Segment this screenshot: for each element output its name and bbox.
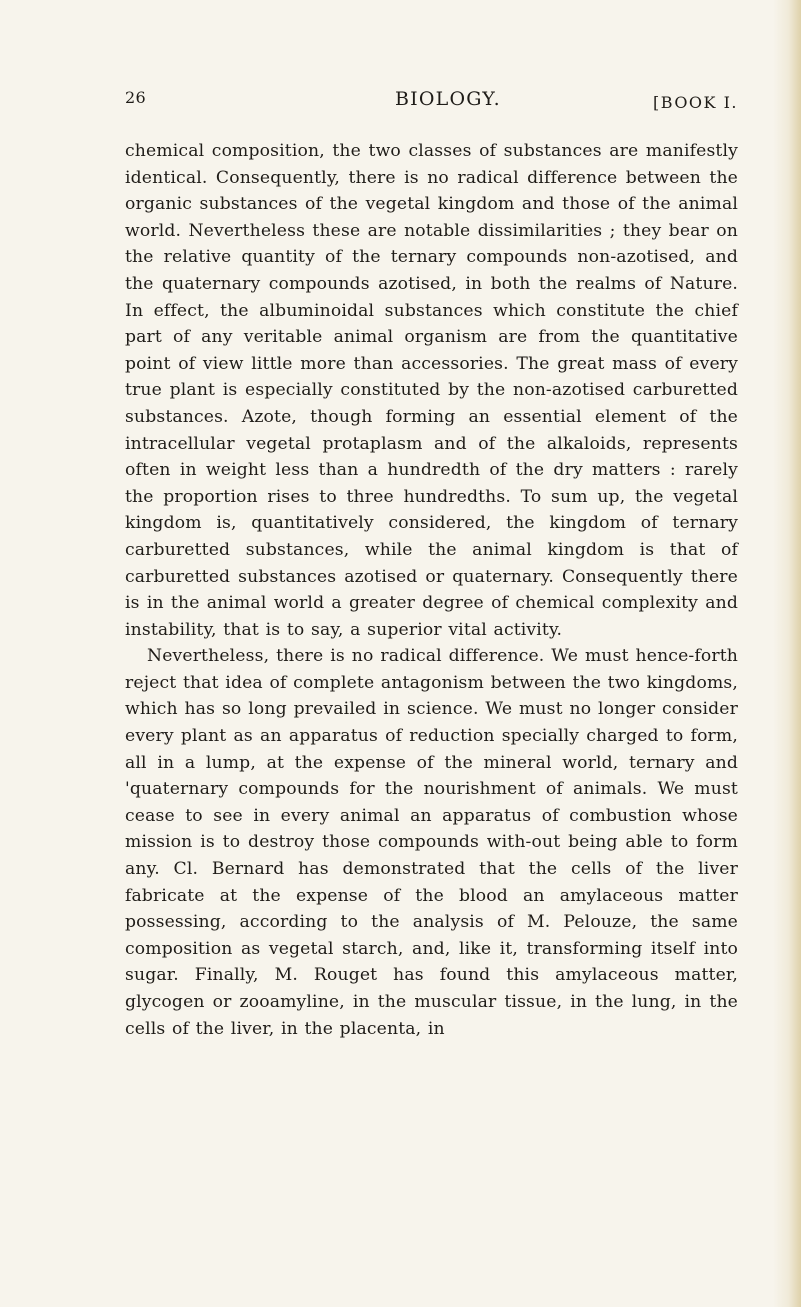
page-number: 26 <box>125 88 146 107</box>
page-edge-shadow <box>773 0 801 1307</box>
body-text <box>125 138 738 1042</box>
running-title: BIOLOGY. <box>395 88 501 110</box>
paragraph: chemical composition, the two classes of substances are manifestly identical. Consequently, there is no radical difference between the organic substances of the vegetal kingdom and those of the animal world. Nevertheless these are notable dissimilarities ; they bear on the relative quantity of the ternary compounds non-azotised, and the quaternary compounds azotised, in both the realms of Nature. In effect, the albuminoidal substances which constitute the chief part of any veritable animal organism are from the quantitative point of view little more than accessories. The great mass of every true plant is especially constituted by the non-azotised carburetted substances. Azote, though forming an essential element of the intracellular vegetal protaplasm and of the alkaloids, represents often in weight less than a hundredth of the dry matters : rarely the proportion rises to three hundredths. To sum up, the vegetal kingdom is, quantitatively considered, the kingdom of ternary carburetted substances, while the animal kingdom is that of carburetted substances azotised or quaternary. Consequently there is in the animal world a greater degree of chemical complexity and instability, that is to say, a superior vital activity. <box>125 141 738 640</box>
page-header <box>125 88 738 122</box>
paragraph: Nevertheless, there is no radical difference. We must hence-forth reject that idea of complete antagonism between the two kingdoms, which has so long prevailed in science. We must no longer consider every plant as an apparatus of reduction specially charged to form, all in a lump, at the expense of the mineral world, ternary and 'quaternary compounds for the nourishment of animals. We must cease to see in every animal an apparatus of combustion whose mission is to destroy those compounds with-out being able to form any. Cl. Bernard has demonstrated that the cells of the liver fabricate at the expense of the blood an amylaceous matter possessing, according to the analysis of M. Pelouze, the same composition as vegetal starch, and, like it, transforming itself into sugar. Finally, M. Rouget has found this amylaceous matter, glycogen or zooamyline, in the muscular tissue, in the lung, in the cells of the liver, in the placenta, in <box>125 646 738 1039</box>
book-reference: [BOOK I. <box>653 93 738 112</box>
